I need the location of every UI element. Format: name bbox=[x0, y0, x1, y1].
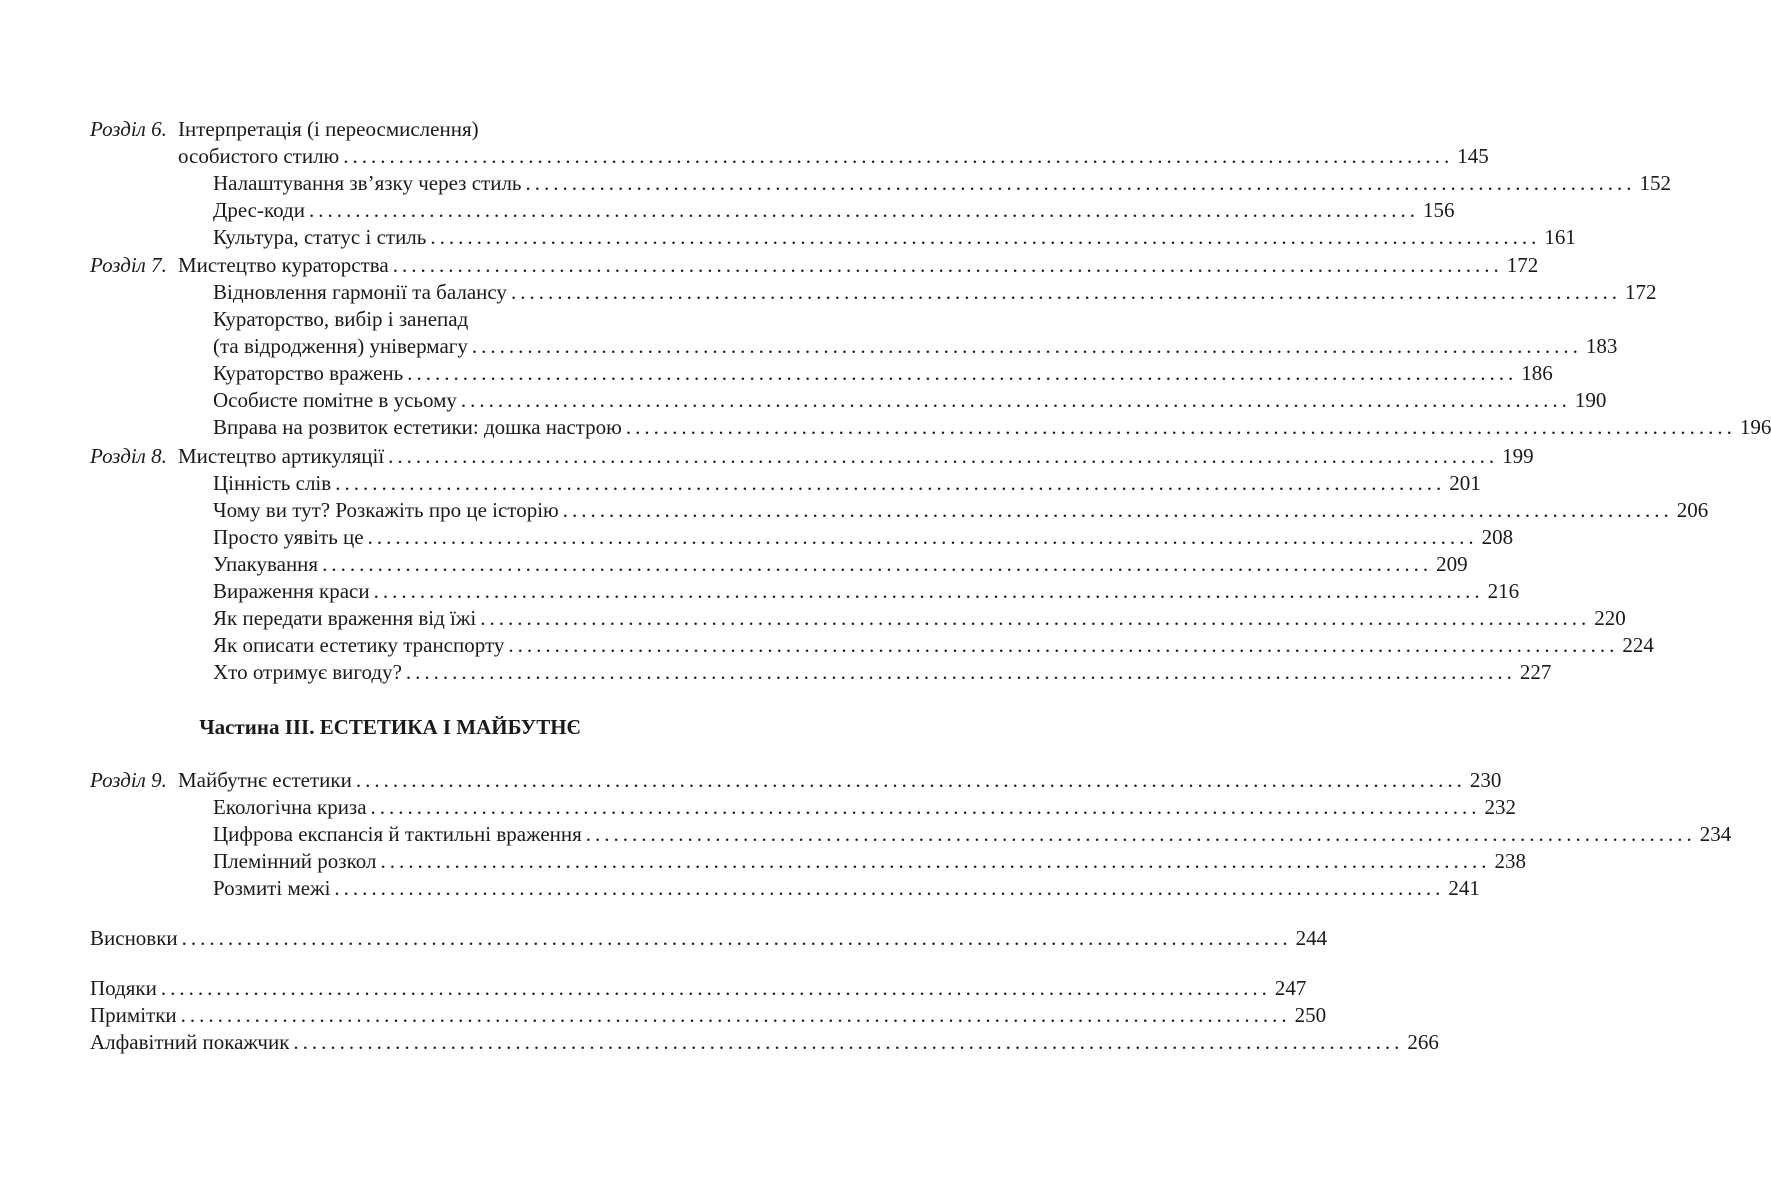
entry-title: Хто отримує вигоду? bbox=[213, 660, 402, 684]
dot-leader: ........................................................................................................................ bbox=[525, 171, 1636, 195]
dot-leader: ........................................................................................................................ bbox=[370, 795, 1481, 819]
dot-leader: ........................................................................................................................ bbox=[460, 388, 1571, 412]
toc-entry[interactable] bbox=[0, 470, 1481, 497]
dot-leader: ........................................................................................................................ bbox=[562, 498, 1673, 522]
page-number: 234 bbox=[1699, 822, 1732, 846]
page-number: 241 bbox=[1448, 876, 1480, 900]
entry-title: Цінність слів bbox=[213, 471, 332, 495]
dot-leader: ........................................................................................................................ bbox=[380, 849, 1491, 873]
dot-leader: ........................................................................................................................ bbox=[471, 334, 1582, 358]
toc-entry[interactable] bbox=[0, 333, 1618, 360]
toc-entry[interactable] bbox=[0, 143, 1489, 170]
toc-chapter-9[interactable] bbox=[0, 767, 1502, 794]
toc-entry[interactable] bbox=[0, 632, 1654, 659]
entry-title: особистого стилю bbox=[178, 144, 340, 168]
chapter-label: Розділ 6. bbox=[90, 117, 167, 141]
chapter-label: Розділ 7. bbox=[90, 253, 167, 277]
page-number: 238 bbox=[1494, 849, 1526, 873]
dot-leader: ........................................................................................................................ bbox=[585, 822, 1696, 846]
chapter-label: Розділ 9. bbox=[90, 768, 167, 792]
dot-leader: ........................................................................................................................ bbox=[388, 444, 1499, 468]
toc-entry[interactable] bbox=[0, 387, 1607, 414]
chapter-title: Інтерпретація (і переосмислення) bbox=[178, 117, 479, 141]
toc-entry[interactable] bbox=[0, 414, 1771, 441]
entry-title: Екологічна криза bbox=[213, 795, 367, 819]
part-heading: Частина ІІІ. ЕСТЕТИКА І МАЙБУТНЄ bbox=[199, 715, 581, 739]
toc-entry-acknowledgements[interactable] bbox=[0, 975, 1307, 1002]
entry-title: Племінний розкол bbox=[213, 849, 377, 873]
entry-title: Як передати враження від їжі bbox=[213, 606, 477, 630]
dot-leader: ........................................................................................................................ bbox=[160, 976, 1271, 1000]
toc-entry[interactable] bbox=[0, 578, 1520, 605]
page-number: 145 bbox=[1457, 144, 1489, 168]
dot-leader: ........................................................................................................................ bbox=[355, 768, 1466, 792]
entry-title: Кураторство, вибір і занепад bbox=[213, 307, 469, 331]
entry-title: Налаштування зв’язку через стиль bbox=[213, 171, 522, 195]
entry-title: (та відродження) універмагу bbox=[213, 334, 468, 358]
dot-leader: ........................................................................................................................ bbox=[510, 280, 1621, 304]
dot-leader: ........................................................................................................................ bbox=[405, 660, 1516, 684]
entry-title: Особисте помітне в усьому bbox=[213, 388, 457, 412]
entry-title: Культура, статус і стиль bbox=[213, 225, 427, 249]
entry-title: Кураторство вражень bbox=[213, 361, 404, 385]
toc-entry[interactable] bbox=[0, 197, 1455, 224]
page-number: 206 bbox=[1676, 498, 1709, 522]
page-number: 220 bbox=[1594, 606, 1626, 630]
toc-entry-notes[interactable] bbox=[0, 1002, 1327, 1029]
toc-entry[interactable] bbox=[0, 821, 1732, 848]
toc-entry[interactable] bbox=[0, 279, 1657, 306]
dot-leader: ........................................................................................................................ bbox=[334, 876, 1445, 900]
toc-entry[interactable] bbox=[0, 224, 1576, 251]
page-number: 227 bbox=[1519, 660, 1552, 684]
page-number: 152 bbox=[1639, 171, 1671, 195]
page-number: 196 bbox=[1739, 415, 1771, 439]
page-number: 208 bbox=[1481, 525, 1514, 549]
entry-title: Цифрова експансія й тактильні враження bbox=[213, 822, 582, 846]
chapter-label: Розділ 8. bbox=[90, 444, 167, 468]
page-number: 186 bbox=[1521, 361, 1553, 385]
page-number: 247 bbox=[1274, 976, 1307, 1000]
entry-title: Дрес-коди bbox=[213, 198, 305, 222]
toc-entry-index[interactable] bbox=[0, 1029, 1439, 1056]
toc-entry[interactable] bbox=[0, 848, 1526, 875]
page-number: 216 bbox=[1487, 579, 1520, 603]
dot-leader: ........................................................................................................................ bbox=[373, 579, 1484, 603]
page-number: 230 bbox=[1469, 768, 1502, 792]
page-number: 183 bbox=[1585, 334, 1618, 358]
toc-entry[interactable] bbox=[0, 794, 1517, 821]
dot-leader: ........................................................................................................................ bbox=[335, 471, 1446, 495]
toc-entry[interactable] bbox=[0, 360, 1553, 387]
toc-entry[interactable] bbox=[0, 551, 1468, 578]
page-number: 156 bbox=[1422, 198, 1455, 222]
toc-entry[interactable] bbox=[0, 659, 1552, 686]
page-number: 172 bbox=[1506, 253, 1539, 277]
toc-entry[interactable] bbox=[0, 170, 1671, 197]
dot-leader: ........................................................................................................................ bbox=[308, 198, 1419, 222]
page-number: 172 bbox=[1624, 280, 1657, 304]
dot-leader: ........................................................................................................................ bbox=[180, 1003, 1291, 1027]
toc-entry[interactable] bbox=[0, 605, 1626, 632]
page-number: 199 bbox=[1502, 444, 1534, 468]
dot-leader: ........................................................................................................................ bbox=[480, 606, 1591, 630]
dot-leader: ........................................................................................................................ bbox=[293, 1030, 1404, 1054]
entry-title: Як описати естетику транспорту bbox=[213, 633, 505, 657]
toc-chapter-6 bbox=[0, 116, 780, 143]
dot-leader: ........................................................................................................................ bbox=[322, 552, 1433, 576]
dot-leader: ........................................................................................................................ bbox=[343, 144, 1454, 168]
page-number: 232 bbox=[1484, 795, 1517, 819]
page-number: 161 bbox=[1544, 225, 1576, 249]
dot-leader: ........................................................................................................................ bbox=[625, 415, 1736, 439]
page-number: 244 bbox=[1295, 926, 1328, 950]
toc-entry[interactable] bbox=[0, 497, 1709, 524]
dot-leader: ........................................................................................................................ bbox=[181, 926, 1292, 950]
entry-title: Подяки bbox=[90, 976, 157, 1000]
toc-entry-conclusions[interactable] bbox=[0, 925, 1328, 952]
page-number: 250 bbox=[1294, 1003, 1327, 1027]
dot-leader: ........................................................................................................................ bbox=[367, 525, 1478, 549]
entry-title: Висновки bbox=[90, 926, 178, 950]
toc-entry-continued bbox=[0, 306, 780, 333]
entry-title: Майбутнє естетики bbox=[178, 768, 352, 792]
dot-leader: ........................................................................................................................ bbox=[508, 633, 1619, 657]
page-number: 224 bbox=[1622, 633, 1654, 657]
page-number: 190 bbox=[1574, 388, 1607, 412]
entry-title: Алфавітний покажчик bbox=[90, 1030, 290, 1054]
entry-title: Чому ви тут? Розкажіть про це історію bbox=[213, 498, 559, 522]
entry-title: Відновлення гармонії та балансу bbox=[213, 280, 507, 304]
entry-title: Вираження краси bbox=[213, 579, 370, 603]
toc-entry[interactable] bbox=[0, 875, 1480, 902]
toc-chapter-8[interactable] bbox=[0, 443, 1534, 470]
page-number: 201 bbox=[1449, 471, 1481, 495]
page-number: 266 bbox=[1407, 1030, 1439, 1054]
entry-title: Упакування bbox=[213, 552, 319, 576]
entry-title: Вправа на розвиток естетики: дошка настрою bbox=[213, 415, 622, 439]
entry-title: Розмиті межі bbox=[213, 876, 331, 900]
entry-title: Примітки bbox=[90, 1003, 177, 1027]
dot-leader: ........................................................................................................................ bbox=[392, 253, 1503, 277]
toc-chapter-7[interactable] bbox=[0, 252, 1539, 279]
entry-title: Мистецтво артикуляції bbox=[178, 444, 385, 468]
entry-title: Мистецтво кураторства bbox=[178, 253, 389, 277]
entry-title: Просто уявіть це bbox=[213, 525, 364, 549]
toc-entry[interactable] bbox=[0, 524, 1514, 551]
dot-leader: ........................................................................................................................ bbox=[407, 361, 1518, 385]
page-number: 209 bbox=[1436, 552, 1468, 576]
dot-leader: ........................................................................................................................ bbox=[430, 225, 1541, 249]
